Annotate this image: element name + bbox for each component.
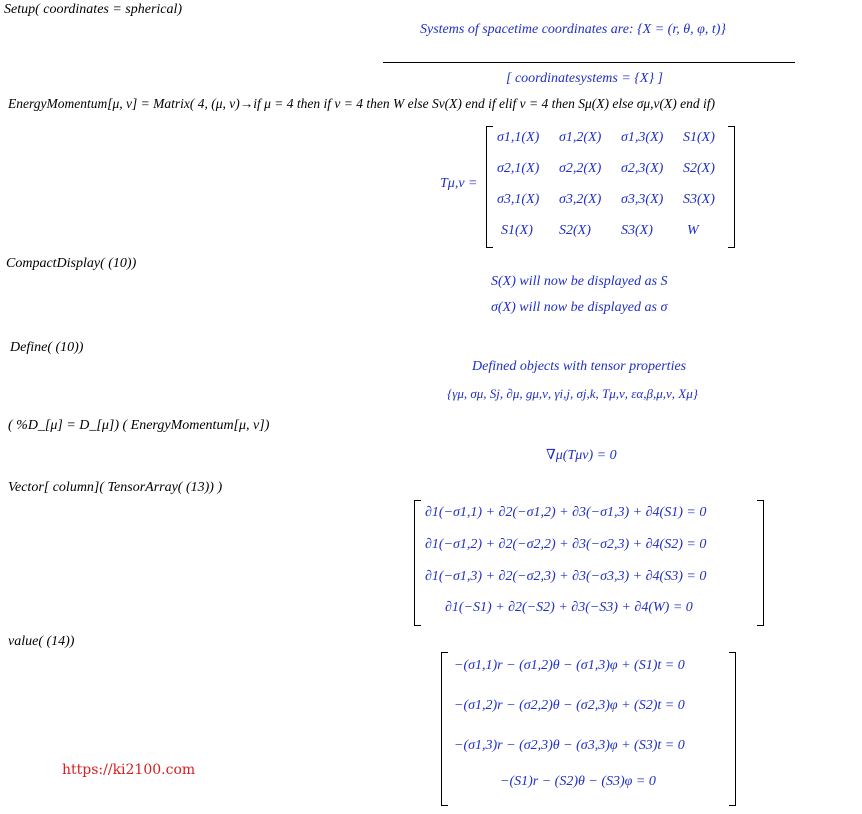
output-coordinate-systems-label: [ coordinatesystems = {X} ] [506, 71, 664, 86]
matrix-row [497, 161, 727, 177]
output-compact-display-sigma: σ(X) will now be displayed as σ [491, 300, 668, 315]
vector-row: −(σ1,3)r − (σ2,3)θ − (σ3,3)φ + (S3)t = 0 [454, 738, 685, 753]
matrix-cell: S1(X) [683, 130, 715, 145]
matrix-cell: σ3,1(X) [497, 192, 540, 207]
energy-momentum-matrix [486, 126, 735, 248]
matrix-cell: σ1,1(X) [497, 130, 540, 145]
matrix-cell: σ1,2(X) [559, 130, 602, 145]
vector-row: −(σ1,2)r − (σ2,2)θ − (σ2,3)φ + (S2)t = 0 [454, 698, 685, 713]
output-coordinate-systems: Systems of spacetime coordinates are: {X = (r, θ, φ, t)} [420, 22, 727, 37]
matrix-cell: σ3,3(X) [621, 192, 664, 207]
input-setup[interactable]: Setup( coordinates = spherical) [4, 2, 183, 17]
input-energy-momentum[interactable]: EnergyMomentum[μ, ν] = Matrix( 4, (μ, ν)→if μ = 4 then if ν = 4 then W else Sν(X) end if elif ν = 4 then Sμ(X) else σμ,ν(X) end if) [8, 96, 716, 111]
matrix-cell: S2(X) [559, 223, 591, 238]
matrix-row [497, 130, 727, 146]
input-vector-column[interactable]: Vector[ column]( TensorArray( (13)) ) [8, 480, 223, 495]
matrix-cell: σ1,3(X) [621, 130, 664, 145]
matrix-cell: W [687, 223, 699, 238]
matrix-cell: S2(X) [683, 161, 715, 176]
matrix-cell: σ2,1(X) [497, 161, 540, 176]
output-divergence: ∇μ(Tμν) = 0 [546, 448, 617, 463]
vector-row: ∂1(−σ1,1) + ∂2(−σ1,2) + ∂3(−σ1,3) + ∂4(S1) = 0 [425, 505, 707, 520]
output-defined-objects-title: Defined objects with tensor properties [472, 359, 687, 374]
output-separator [383, 62, 795, 63]
matrix-row [501, 223, 717, 239]
vector-row: ∂1(−σ1,2) + ∂2(−σ2,2) + ∂3(−σ2,3) + ∂4(S2) = 0 [425, 537, 707, 552]
vector-row: −(S1)r − (S2)θ − (S3)φ = 0 [500, 774, 656, 789]
output-compact-display-s: S(X) will now be displayed as S [491, 274, 668, 289]
input-compact-display[interactable]: CompactDisplay( (10)) [6, 256, 137, 271]
tensor-label: Tμ,ν = [440, 176, 478, 191]
vector-row: −(σ1,1)r − (σ1,2)θ − (σ1,3)φ + (S1)t = 0 [454, 658, 685, 673]
watermark-url: https://ki2100.com [62, 762, 196, 778]
input-value[interactable]: value( (14)) [8, 634, 75, 649]
matrix-cell: σ2,2(X) [559, 161, 602, 176]
matrix-cell: σ2,3(X) [621, 161, 664, 176]
input-define[interactable]: Define( (10)) [10, 340, 84, 355]
matrix-cell: S3(X) [621, 223, 653, 238]
divergence-vector [414, 500, 764, 626]
vector-row: ∂1(−σ1,3) + ∂2(−σ2,3) + ∂3(−σ3,3) + ∂4(S3) = 0 [425, 569, 707, 584]
vector-row: ∂1(−S1) + ∂2(−S2) + ∂3(−S3) + ∂4(W) = 0 [445, 600, 693, 615]
output-defined-objects-set: {γμ, σμ, Sj, ∂μ, gμ,ν, γi,j, σj,k, Tμ,ν, εα,β,μ,ν, Xμ} [447, 386, 698, 401]
input-divergence[interactable]: ( %D_[μ] = D_[μ]) ( EnergyMomentum[μ, ν]) [8, 418, 270, 433]
matrix-cell: σ3,2(X) [559, 192, 602, 207]
matrix-cell: S3(X) [683, 192, 715, 207]
matrix-cell: S1(X) [501, 223, 533, 238]
matrix-row [497, 192, 727, 208]
evaluated-vector [441, 652, 736, 806]
